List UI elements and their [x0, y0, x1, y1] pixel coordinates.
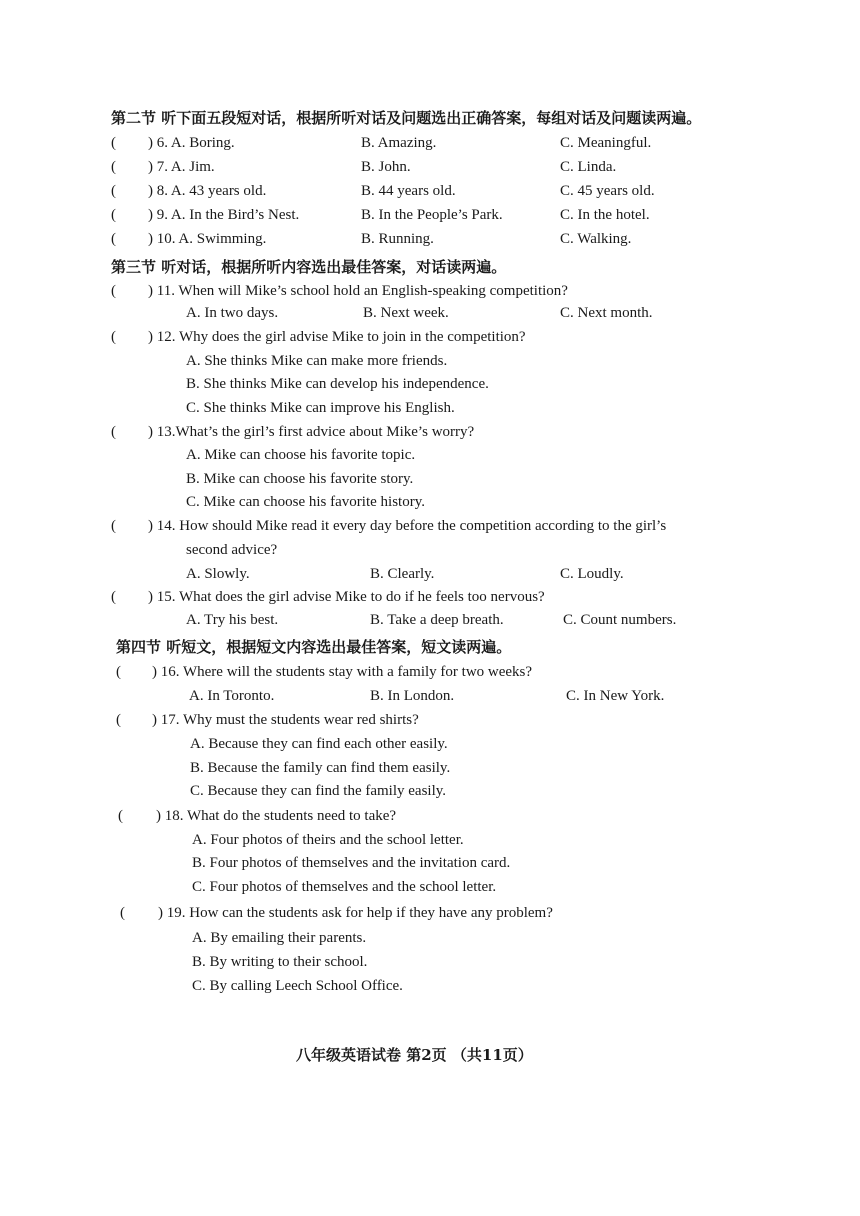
section-2-header: 第二节 听下面五段短对话，根据所听对话及问题选出正确答案，每组对话及问题读两遍。 [111, 109, 702, 127]
option-c: C. She thinks Mike can improve his English. [186, 400, 455, 416]
answer-blank[interactable]: ( [111, 159, 116, 175]
option-b: B. By writing to their school. [192, 954, 368, 970]
question-stem: ) 9. A. In the Bird’s Nest. [148, 207, 300, 223]
question-stem: ) 19. How can the students ask for help if they have any problem? [158, 905, 553, 921]
question-stem-continued: second advice? [186, 542, 278, 558]
option-c: C. Four photos of themselves and the school letter. [192, 879, 497, 895]
answer-blank[interactable]: ( [111, 231, 116, 247]
option-b: B. In London. [370, 688, 455, 704]
option-b: B. Take a deep breath. [370, 612, 504, 628]
answer-blank[interactable]: ( [116, 664, 121, 680]
answer-blank[interactable]: ( [111, 283, 116, 299]
option-b: B. In the People’s Park. [361, 207, 503, 223]
option-a: A. By emailing their parents. [192, 930, 367, 946]
option-b: B. She thinks Mike can develop his independence. [186, 376, 489, 392]
option-b: B. 44 years old. [361, 183, 456, 199]
option-a: A. Try his best. [186, 612, 279, 628]
answer-blank[interactable]: ( [116, 712, 121, 728]
option-a: A. Because they can find each other easily. [190, 736, 448, 752]
question-stem: ) 11. When will Mike’s school hold an English-speaking competition? [148, 283, 568, 299]
answer-blank[interactable]: ( [111, 424, 116, 440]
option-c: C. Next month. [560, 305, 653, 321]
option-b: B. Mike can choose his favorite story. [186, 471, 414, 487]
option-a: A. Slowly. [186, 566, 250, 582]
question-stem: ) 10. A. Swimming. [148, 231, 267, 247]
answer-blank[interactable]: ( [120, 905, 125, 921]
answer-blank[interactable]: ( [111, 183, 116, 199]
option-c: C. Mike can choose his favorite history. [186, 494, 425, 510]
question-stem: ) 16. Where will the students stay with a family for two weeks? [152, 664, 533, 680]
option-c: C. 45 years old. [560, 183, 655, 199]
answer-blank[interactable]: ( [111, 329, 116, 345]
option-b: B. Clearly. [370, 566, 435, 582]
option-a: A. Mike can choose his favorite topic. [186, 447, 416, 463]
option-c: C. In the hotel. [560, 207, 650, 223]
option-a: A. She thinks Mike can make more friends. [186, 353, 448, 369]
question-stem: ) 13.What’s the girl’s first advice about Mike’s worry? [148, 424, 475, 440]
option-b: B. Because the family can find them easily. [190, 760, 451, 776]
option-c: C. Walking. [560, 231, 632, 247]
option-a: A. Four photos of theirs and the school letter. [192, 832, 464, 848]
answer-blank[interactable]: ( [111, 518, 116, 534]
option-b: B. Amazing. [361, 135, 437, 151]
option-c: C. Loudly. [560, 566, 624, 582]
option-b: B. Four photos of themselves and the invitation card. [192, 855, 511, 871]
option-c: C. In New York. [566, 688, 665, 704]
option-c: C. Linda. [560, 159, 617, 175]
question-stem: ) 17. Why must the students wear red shirts? [152, 712, 419, 728]
answer-blank[interactable]: ( [111, 207, 116, 223]
option-c: C. Because they can find the family easily. [190, 783, 447, 799]
page-footer: 八年级英语试卷 第2页 （共11页） [296, 1046, 533, 1064]
answer-blank[interactable]: ( [111, 589, 116, 605]
option-b: B. Next week. [363, 305, 449, 321]
answer-blank[interactable]: ( [111, 135, 116, 151]
option-c: C. Meaningful. [560, 135, 652, 151]
option-a: A. In two days. [186, 305, 279, 321]
question-stem: ) 6. A. Boring. [148, 135, 235, 151]
question-stem: ) 8. A. 43 years old. [148, 183, 267, 199]
question-stem: ) 18. What do the students need to take? [156, 808, 397, 824]
option-a: A. In Toronto. [189, 688, 275, 704]
question-stem: ) 15. What does the girl advise Mike to do if he feels too nervous? [148, 589, 545, 605]
question-stem: ) 7. A. Jim. [148, 159, 215, 175]
option-b: B. John. [361, 159, 411, 175]
section-3-header: 第三节 听对话，根据所听内容选出最佳答案，对话读两遍。 [111, 258, 507, 276]
section-4-header: 第四节 听短文，根据短文内容选出最佳答案，短文读两遍。 [116, 638, 512, 656]
option-b: B. Running. [361, 231, 434, 247]
option-c: C. By calling Leech School Office. [192, 978, 403, 994]
question-stem: ) 12. Why does the girl advise Mike to join in the competition? [148, 329, 526, 345]
question-stem: ) 14. How should Mike read it every day before the competition according to the girl’s [148, 518, 667, 534]
answer-blank[interactable]: ( [118, 808, 123, 824]
option-c: C. Count numbers. [563, 612, 677, 628]
